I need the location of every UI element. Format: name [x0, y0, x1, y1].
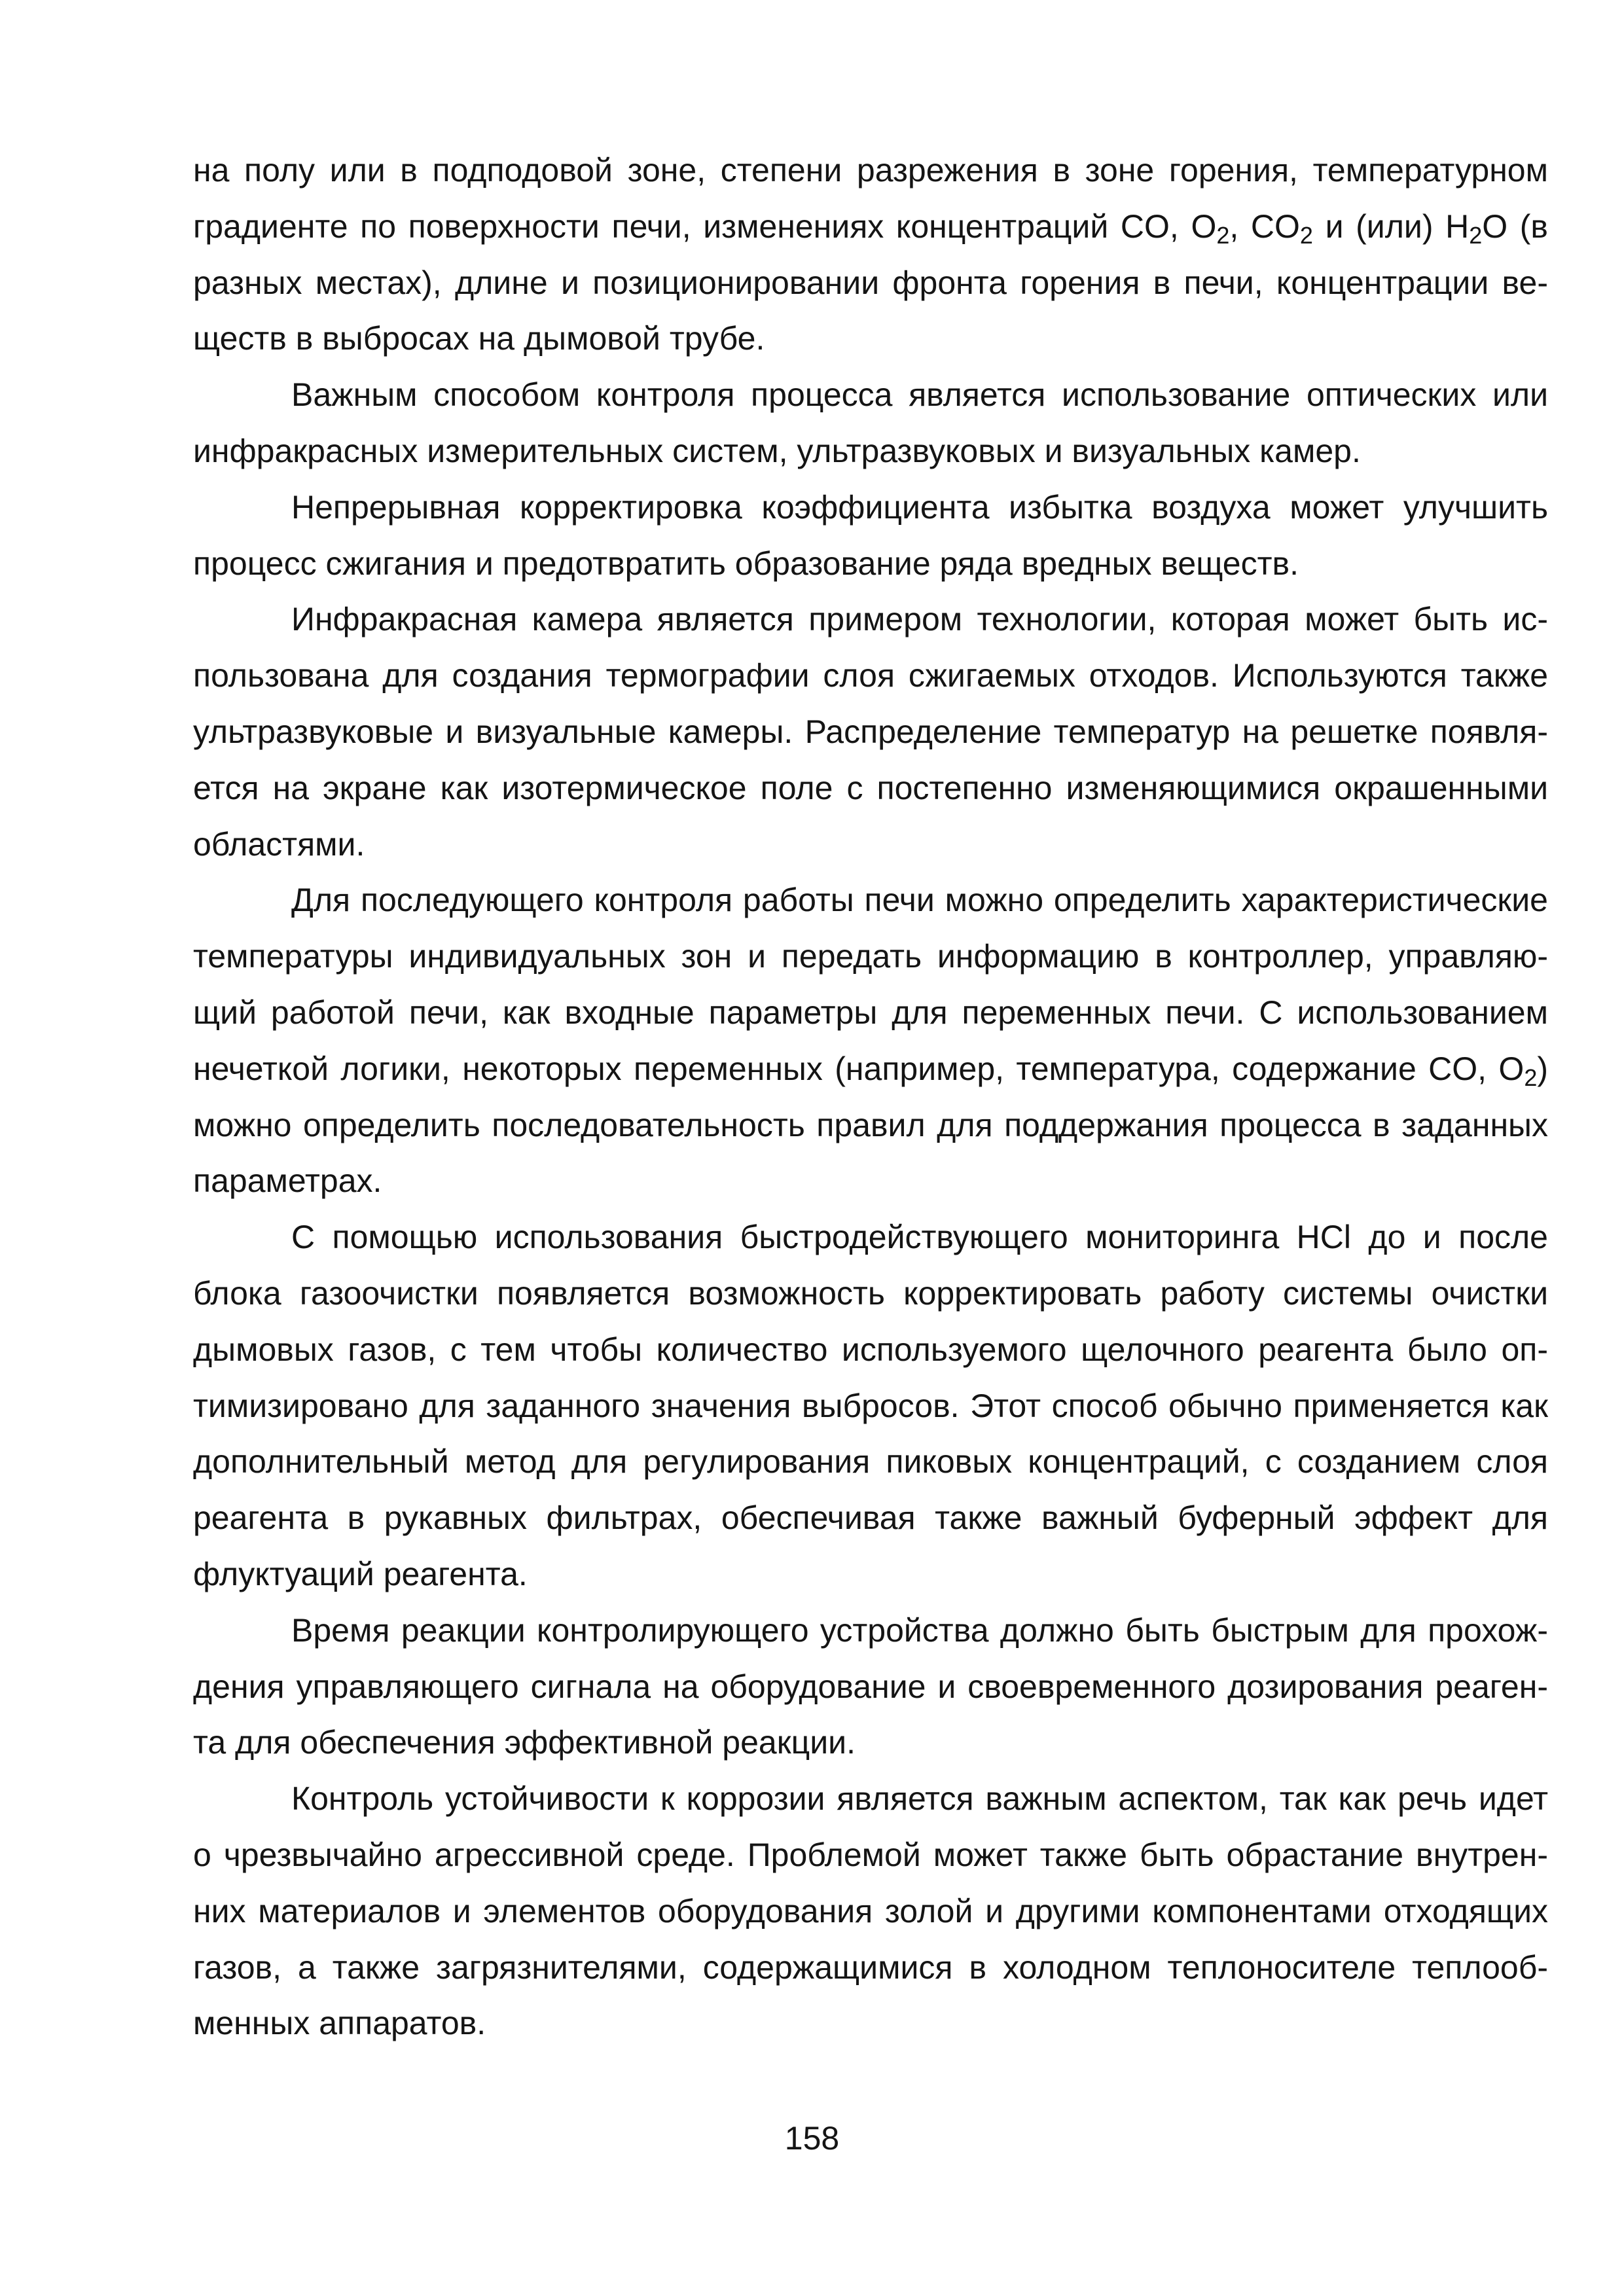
paragraph-5: Для последующего контроля работы печи можно определить характеристические температуры индивидуальных зон и передать информацию в контроллер, управляющий работой печи, как входные параметры для переменных печи. С использованием нечеткой логики, некоторых переменных (например, температура, содержание CO, $O_2$) можно определить последовательность правил для поддержания процесса в заданных параметрах.: [193, 882, 1548, 1200]
paragraph-4: Инфракрасная камера является примером технологии, которая может быть использована для создания термографии слоя сжигаемых отходов. Используются также ультразвуковые и визуальные камеры. Распределение температур на решетке появляется на экране как изотермическое поле с постепенно изменяющимися окрашенными областями.: [193, 601, 1548, 863]
body-text: [193, 143, 1548, 2052]
paragraph-3: Непрерывная корректировка коэффициента избытка воздуха может улучшить процесс сжигания и предотвратить образование ряда вредных веществ.: [193, 488, 1548, 582]
page-number: 158: [784, 2120, 840, 2157]
subscript: 2: [1299, 221, 1313, 249]
paragraph-8: Контроль устойчивости к коррозии является важным аспектом, так как речь идет о чрезвычайно агрессивной среде. Проблемой может также быть обрастание внутренних материалов и элементов оборудования золой и другими компонентами отходящих газов, а также загрязнителями, содержащимися в холодном теплоносителе теплообменных аппаратов.: [193, 1780, 1548, 2042]
paragraph-7: Время реакции контролирующего устройства должно быть быстрым для прохождения управляющего сигнала на оборудование и своевременного дозирования реагента для обеспечения эффективной реакции.: [193, 1611, 1548, 1761]
subscript: 2: [1469, 221, 1483, 249]
subscript: 2: [1216, 221, 1230, 249]
paragraph-1: на полу или в подподовой зоне, степени разрежения в зоне горения, температурном градиенте по поверхности печи, изменениях концентраций CO, $O_2$, $CO_2$ и (или) $H_2O$ (в разных местах), длине и позиционировании фронта горения в печи, концентрации веществ в выбросах на дымовой трубе.: [193, 152, 1548, 357]
paragraph-6: С помощью использования быстродействующего мониторинга HCl до и после блока газоочистки появляется возможность корректировать работу системы очистки дымовых газов, с тем чтобы количество используемого щелочного реагента было оптимизировано для заданного значения выбросов. Этот способ обычно применяется как дополнительный метод для регулирования пиковых концентраций, с созданием слоя реагента в рукавных фильтрах, обеспечивая также важный буферный эффект для флуктуаций реагента.: [193, 1219, 1548, 1592]
paragraph-2: Важным способом контроля процесса является использование оптических или инфракрасных измерительных систем, ультразвуковых и визуальных камер.: [193, 376, 1548, 469]
subscript: 2: [1524, 1064, 1538, 1091]
